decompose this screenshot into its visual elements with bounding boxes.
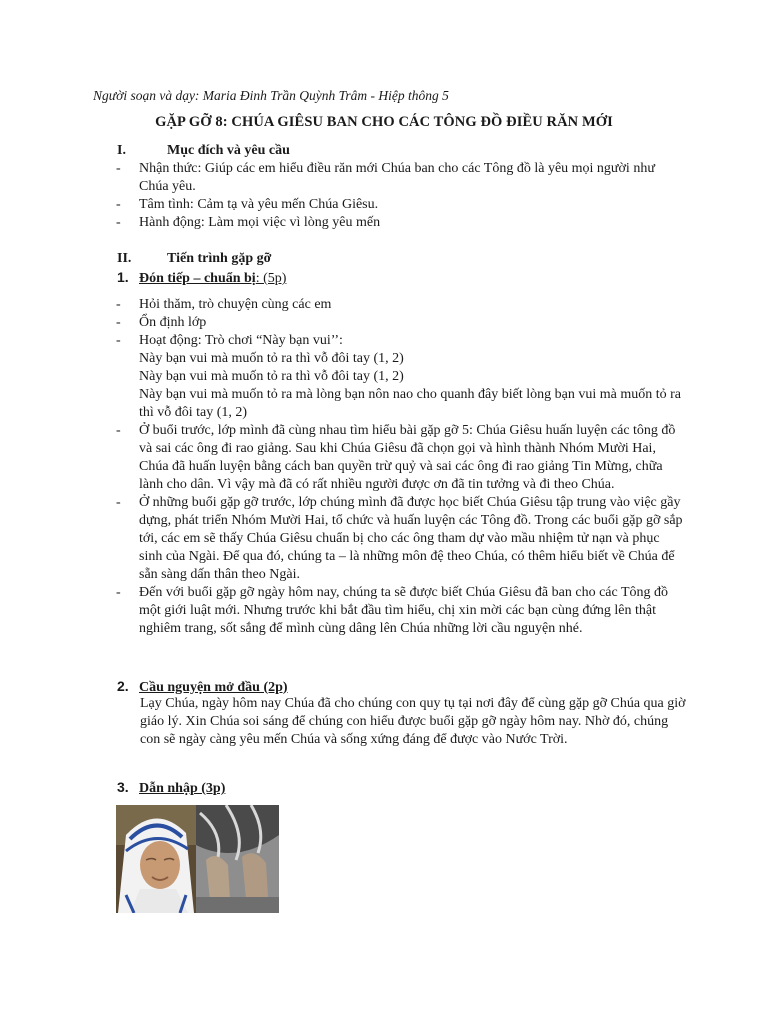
list-item: - Đến với buổi gặp gỡ ngày hôm nay, chúng ta sẽ được biết Chúa Giêsu đã ban cho các Tông đồ một giới luật mới. Nhưng trước khi bắt đầu tìm hiểu, chị xin mời các bạn cùng đứng lên thật nghiêm trang, sốt sắng để mình cùng dâng lên Chúa những lời cầu nguyện nhé. xyxy=(116,584,686,638)
step-1-number: 1. xyxy=(117,269,129,285)
song-line: Này bạn vui mà muốn tỏ ra thì vỗ đôi tay (1, 2) xyxy=(139,351,404,366)
section-2-title: Tiến trình gặp gỡ xyxy=(167,251,272,266)
step-1-duration: : (5p) xyxy=(255,271,287,286)
song-line: Này bạn vui mà muốn tỏ ra thì vỗ đôi tay (1, 2) xyxy=(139,369,404,384)
section-1-number: I. xyxy=(117,143,126,158)
step-1-title: Đón tiếp – chuẩn bị xyxy=(139,271,256,286)
step-1-heading xyxy=(117,268,286,288)
opening-prayer: Lạy Chúa, ngày hôm nay Chúa đã cho chúng con quy tụ tại nơi đây để cùng gặp gỡ Chúa qua giờ giáo lý. Xin Chúa soi sáng để chúng con hiểu được buổi gặp gỡ ngày hôm nay. Nhờ đó, chúng con sẽ ngày càng yêu mến Chúa và sống xứng đáng để được vào Nước Trời. xyxy=(140,696,686,747)
song-line: Này bạn vui mà muốn tỏ ra mà lòng bạn nôn nao cho quanh đây biết lòng bạn vui mà muốn tỏ ra thì vỗ đôi tay (1, 2) xyxy=(139,387,681,420)
section-1-list xyxy=(116,160,686,232)
step-3-title: Dẫn nhập (3p) xyxy=(139,781,226,796)
step-2-heading xyxy=(117,677,288,697)
section-2-heading xyxy=(117,250,271,268)
page-title: GẶP GỠ 8: CHÚA GIÊSU BAN CHO CÁC TÔNG ĐỒ ĐIỀU RĂN MỚI xyxy=(155,114,613,130)
list-item: - Hành động: Làm mọi việc vì lòng yêu mến xyxy=(116,214,686,232)
feet-photo xyxy=(196,805,279,913)
list-item: - Ổn định lớp xyxy=(116,314,686,332)
section-1-title: Mục đích và yêu cầu xyxy=(167,143,290,158)
list-item: - Hoạt động: Trò chơi “Này bạn vui’’: xyxy=(116,332,686,350)
list-item: - Nhận thức: Giúp các em hiểu điều răn mới Chúa ban cho các Tông đồ là yêu mọi người như Chúa yêu. xyxy=(116,160,686,196)
author-line: Người soạn và dạy: Maria Đinh Trần Quỳnh Trâm - Hiệp thông 5 xyxy=(93,88,449,103)
step-3-heading xyxy=(117,778,225,798)
list-item: - Ở buổi trước, lớp mình đã cùng nhau tìm hiểu bài gặp gỡ 5: Chúa Giêsu huấn luyện các tông đồ và sai các ông đi rao giảng. Sau khi Chúa Giêsu đã chọn gọi và hình thành Nhóm Mười Hai, Chúa đã huấn luyện bằng cách ban quyền trừ quỷ và sai các ông đi rao giảng Tin Mừng, chữa lành cho dân. Vì vậy mà đã có rất nhiều người được ơn đã tin tưởng và đi theo Chúa. xyxy=(116,422,686,494)
step-2-number: 2. xyxy=(117,678,129,694)
step-2-title: Cầu nguyện mở đầu (2p) xyxy=(139,680,288,695)
section-1-heading xyxy=(117,142,290,160)
section-2-number: II. xyxy=(117,251,132,266)
list-item: - Hỏi thăm, trò chuyện cùng các em xyxy=(116,296,686,314)
step-1-list xyxy=(116,296,686,638)
list-item: - Tâm tình: Cảm tạ và yêu mến Chúa Giêsu. xyxy=(116,196,686,214)
step-3-number: 3. xyxy=(117,779,129,795)
mother-teresa-photo xyxy=(116,805,196,913)
list-item: - Ở những buổi gặp gỡ trước, lớp chúng mình đã được học biết Chúa Giêsu tập trung vào việc gầy dựng, phát triển Nhóm Mười Hai, tổ chức và huấn luyện các Tông đồ. Trong các buổi gặp gỡ sắp tới, các em sẽ thấy Chúa Giêsu chuẩn bị cho các ông tham dự vào mầu nhiệm tử nạn và phục sinh của Ngài. Để qua đó, chúng ta – là những môn đệ theo Chúa, có thêm hiểu biết về Chúa để sẵn sàng dấn thân theo Ngài. xyxy=(116,494,686,584)
